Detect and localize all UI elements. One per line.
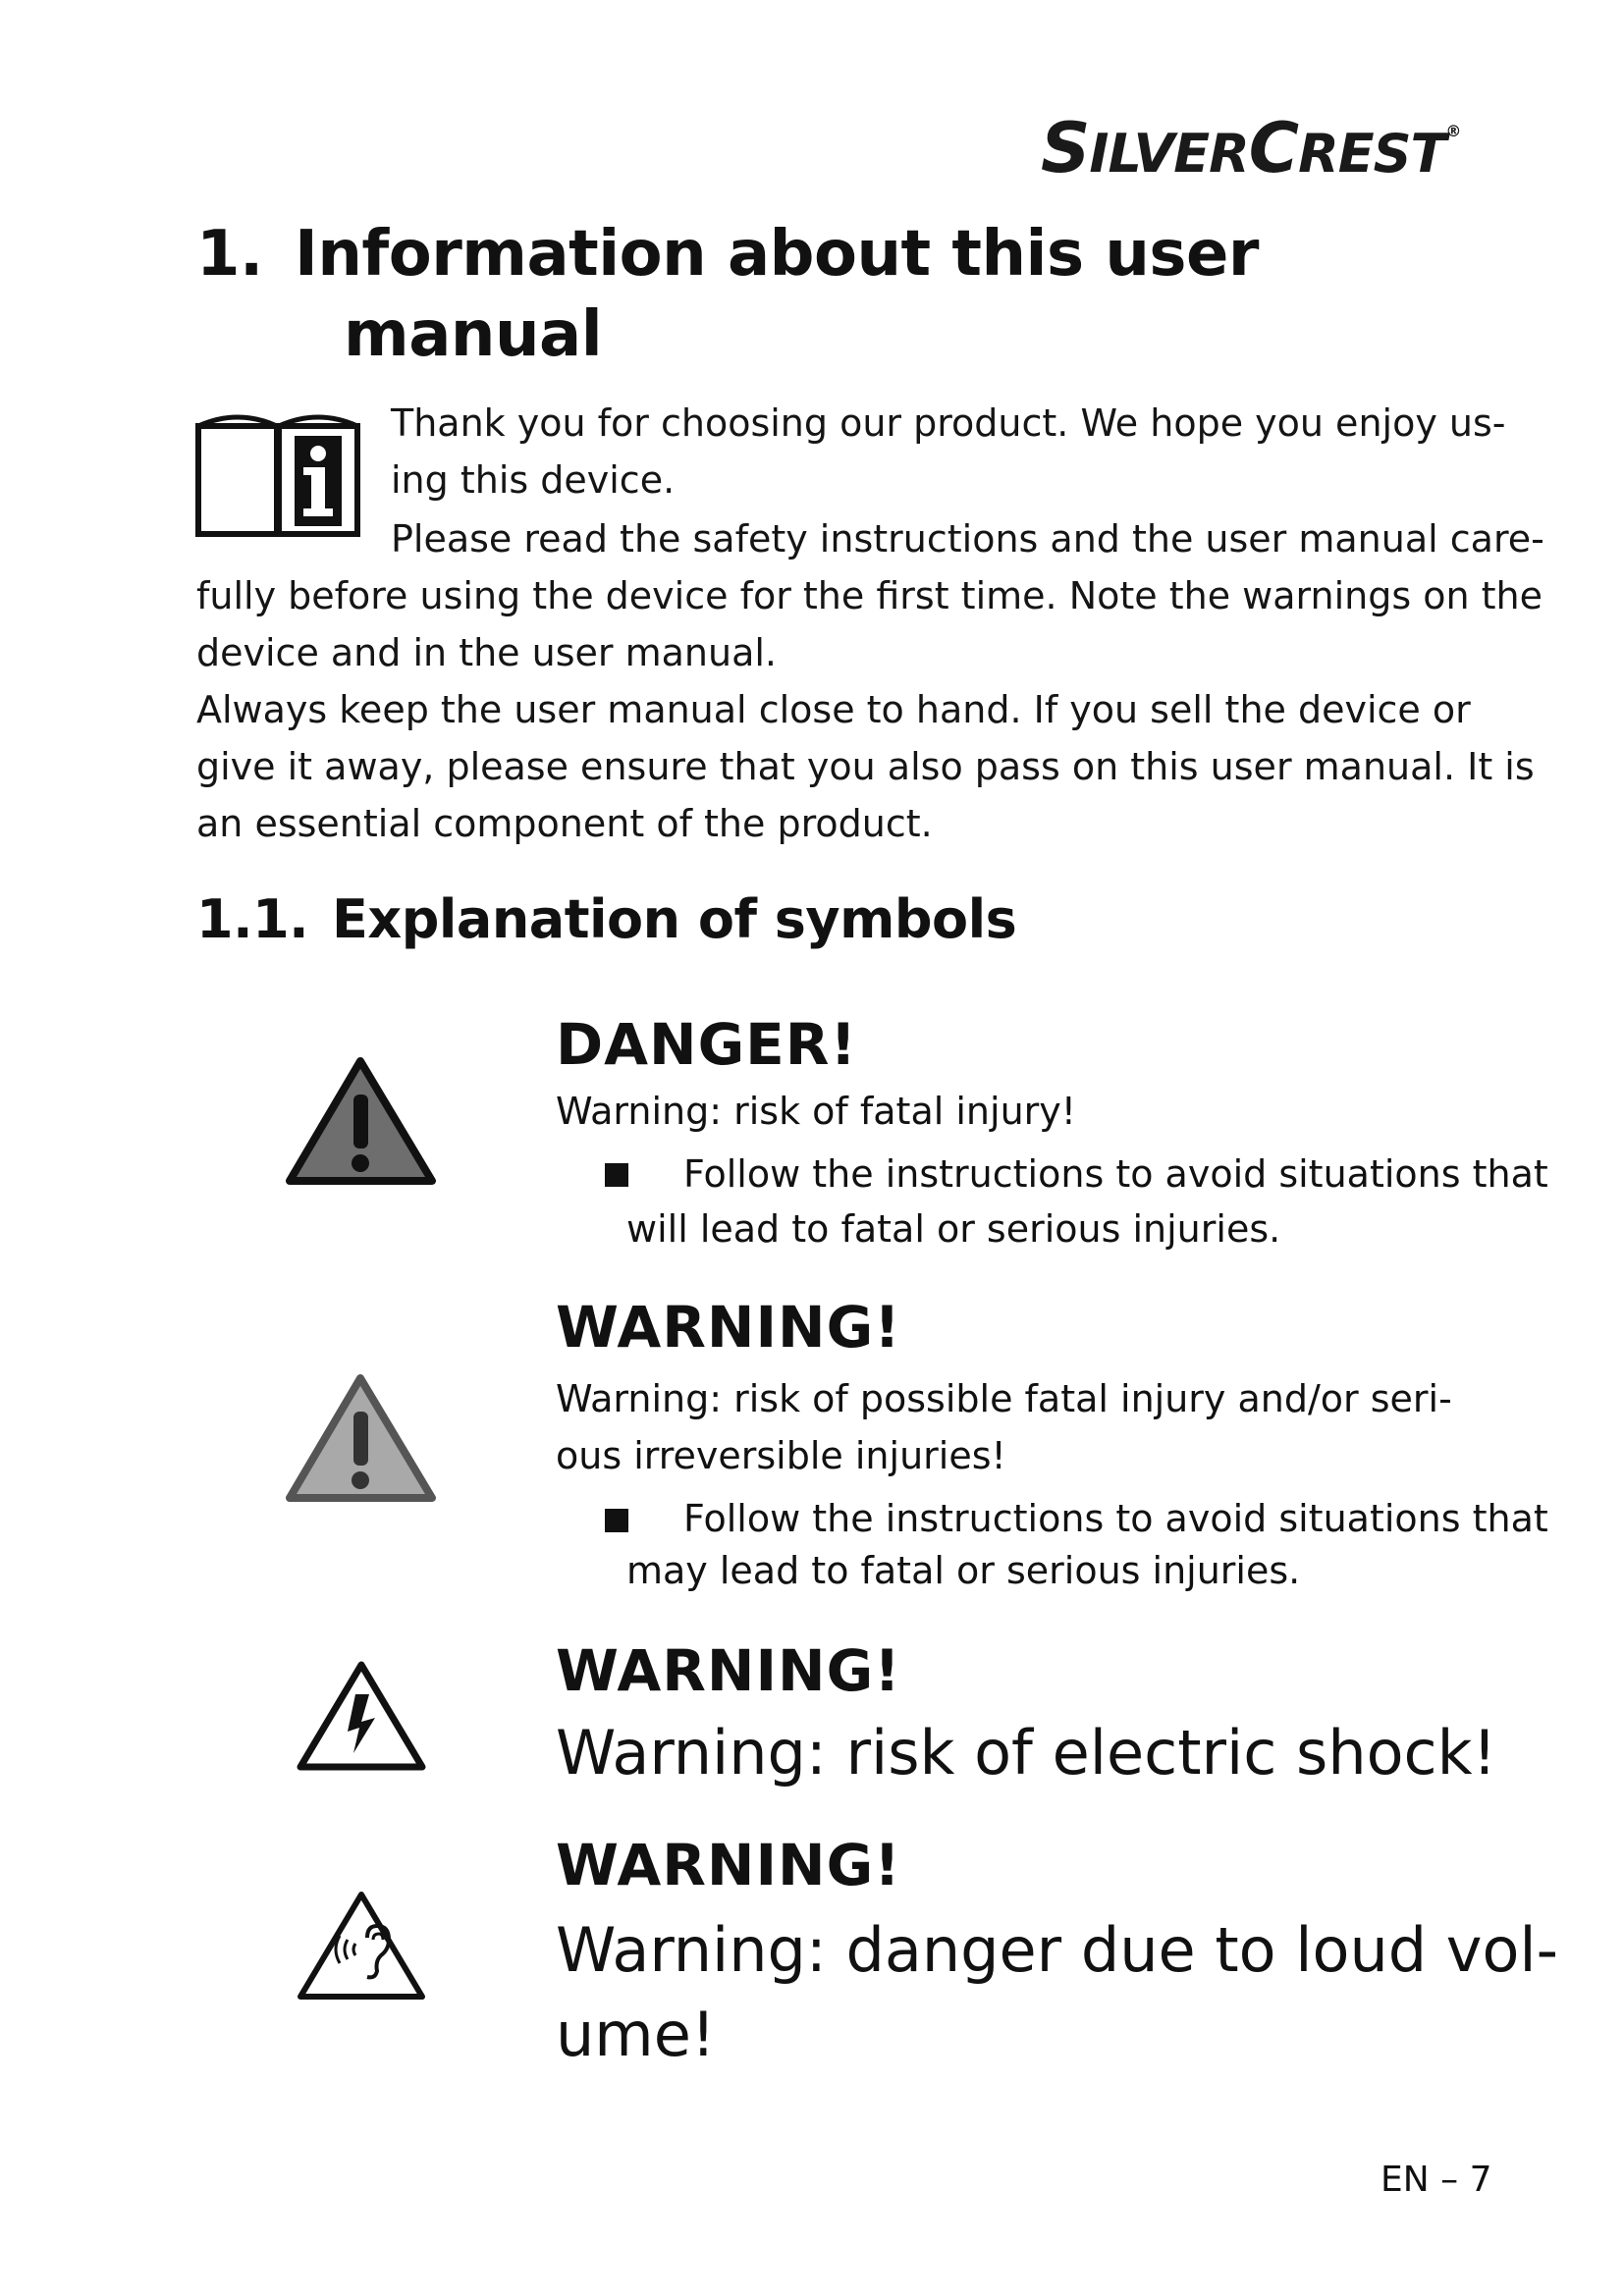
electric-warning-heading: WARNING! [556,1637,901,1704]
intro-line-4: fully before using the device for the first time. Note the warnings on the [196,574,1543,617]
loud-volume-icon [295,1887,428,2002]
volume-warning-text-line-2: ume! [556,1999,716,2070]
electric-warning-text: Warning: risk of electric shock! [556,1717,1497,1789]
section-title-line-2: manual [344,298,603,371]
danger-bullet-line-2: will lead to fatal or serious injuries. [626,1207,1281,1251]
warning-heading: WARNING! [556,1294,901,1361]
intro-line-5: device and in the user manual. [196,631,777,674]
volume-warning-text-line-1: Warning: danger due to loud vol- [556,1914,1559,1986]
page-number: EN – 7 [1380,2160,1492,2200]
subsection-number: 1.1. [196,888,309,950]
volume-warning-heading: WARNING! [556,1832,901,1898]
electric-shock-icon [295,1657,428,1773]
bullet-square [605,1163,628,1187]
subsection-title: Explanation of symbols [332,888,1017,950]
danger-triangle-icon [285,1055,437,1188]
intro-line-8: an essential component of the product. [196,802,933,845]
warning-bullet-line-1: Follow the instructions to avoid situations that [683,1497,1548,1540]
intro-line-2: ing this device. [391,458,676,502]
warning-text-line-1: Warning: risk of possible fatal injury and/or seri- [556,1377,1452,1420]
bullet-square [605,1509,628,1532]
section-heading-1-1 [196,888,1016,950]
intro-line-6: Always keep the user manual close to hand. If you sell the device or [196,688,1471,731]
section-number: 1. [196,218,263,291]
warning-bullet-line-2: may lead to fatal or serious injuries. [626,1549,1301,1592]
section-title-line-1: Information about this user [295,218,1259,291]
intro-line-3: Please read the safety instructions and the user manual care- [391,517,1544,561]
intro-line-1: Thank you for choosing our product. We hope you enjoy us- [391,401,1506,445]
intro-line-7: give it away, please ensure that you also pass on this user manual. It is [196,745,1535,788]
warning-text-line-2: ous irreversible injuries! [556,1434,1006,1477]
warning-triangle-icon [285,1372,437,1505]
brand-logo: SILVERCREST® [1041,108,1461,188]
danger-text: Warning: risk of fatal injury! [556,1090,1076,1133]
danger-heading: DANGER! [556,1011,857,1078]
danger-bullet-line-1: Follow the instructions to avoid situations that [683,1152,1548,1196]
read-manual-icon [194,406,361,539]
